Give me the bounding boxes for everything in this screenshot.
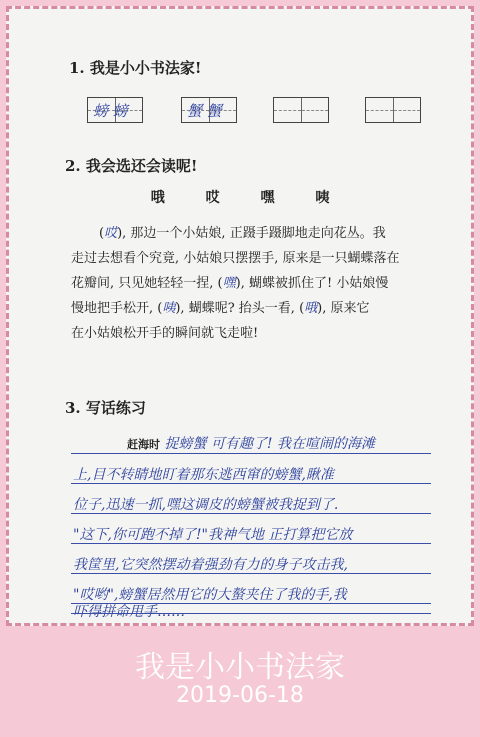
writing-rule (71, 483, 431, 484)
essay-line: 上,目不转睛地盯着那东逃西窜的螃蟹,瞅准 (73, 467, 334, 483)
section3-title: 3. 写话练习 (65, 399, 146, 417)
banner-title: 我是小小书法家 (135, 650, 345, 685)
writing-rule (71, 513, 431, 514)
choice-word: 哦 (150, 190, 165, 206)
writing-rule (71, 573, 431, 574)
answer-fill: 哎 (104, 226, 118, 241)
essay-line: 我筐里,它突然摆动着强劲有力的身子攻击我, (73, 557, 348, 573)
essay-line: "哎哟",螃蟹居然用它的大螯夹住了我的手,我 (73, 587, 347, 603)
banner-date: 2019-06-18 (176, 683, 304, 708)
choice-word: 哎 (205, 190, 220, 206)
worksheet-photo (6, 6, 474, 626)
essay-line: "这下,你可跑不掉了!"我神气地 正打算把它放 (73, 527, 353, 543)
practice-writing-2: 蟹 蟹 (187, 102, 222, 120)
answer-fill: 哦 (304, 301, 318, 316)
answer-fill: 咦 (162, 301, 176, 316)
practice-grid-4 (365, 97, 421, 123)
choice-word: 咦 (315, 190, 330, 206)
passage-line: (哎), 那边一个小姑娘, 正蹑手蹑脚地走向花丛。我 (99, 226, 386, 241)
essay-line: 吓得拼命甩手…… (73, 604, 185, 620)
answer-fill: 嘿 (222, 276, 236, 291)
passage (71, 221, 439, 346)
passage-line: 慢地把手松开, (咦), 蝴蝶呢? 抬头一看, (哦), 原来它 (71, 301, 370, 316)
choice-words (9, 187, 471, 207)
essay-line: 赶海时 捉螃蟹 可有趣了! 我在喧闹的海滩 (127, 436, 375, 452)
choice-word: 嘿 (260, 190, 275, 206)
practice-writing-1: 螃 螃 (93, 102, 128, 120)
passage-line: 走过去想看个究竟, 小姑娘只摆摆手, 原来是一只蝴蝶落在 (71, 251, 400, 266)
practice-grid-3 (273, 97, 329, 123)
writing-rule (71, 453, 431, 454)
passage-line: 在小姑娘松开手的瞬间就飞走啦! (71, 326, 259, 341)
writing-rule (71, 613, 431, 614)
essay-line: 位子,迅速一抓,嘿这调皮的螃蟹被我捉到了. (73, 497, 339, 513)
caption-banner (0, 626, 480, 737)
section2-title: 2. 我会选还会读呢! (65, 157, 198, 175)
essay-prefix: 赶海时 (127, 438, 160, 451)
writing-rule (71, 543, 431, 544)
passage-line: 花瓣间, 只见她轻轻一捏, (嘿), 蝴蝶被抓住了! 小姑娘慢 (71, 276, 389, 291)
section1-title: 1. 我是小小书法家! (69, 59, 202, 77)
